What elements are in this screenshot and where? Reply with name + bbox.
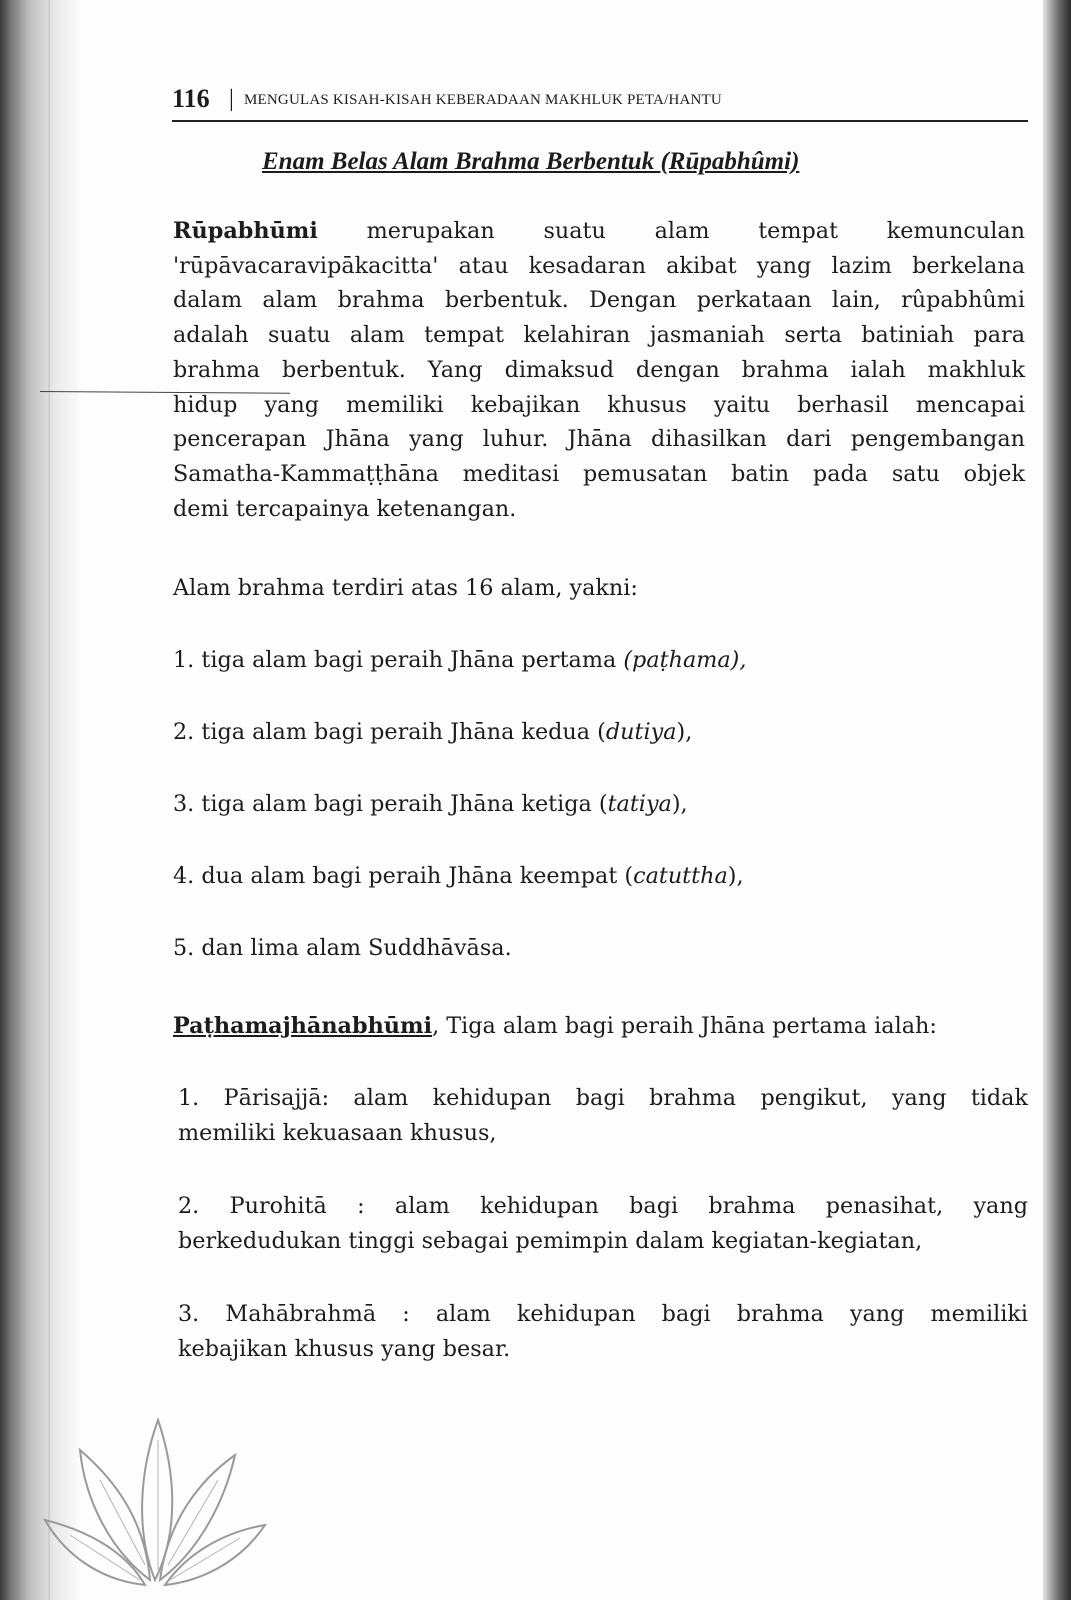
intro-line-1: [173, 214, 1025, 249]
list-item: [173, 789, 688, 819]
intro-line-1-rest: merupakan suatu alam tempat kemunculan: [366, 218, 1025, 244]
list-item-term: dutiya: [605, 719, 677, 745]
first-jhana-item-2: [178, 1189, 1028, 1258]
realms-intro: Alam brahma terdiri atas 16 alam, yakni:: [173, 575, 638, 601]
first-jhana-item-line: berkedudukan tinggi sebagai pemimpin dalam kegiatan-kegiatan,: [178, 1227, 923, 1254]
intro-paragraph: [173, 214, 1025, 526]
intro-line: brahma berbentuk. Yang dimaksud dengan brahma ialah makhluk: [173, 356, 1025, 383]
intro-line: hidup yang memiliki kebajikan khusus yaitu berhasil mencapai: [173, 391, 1025, 418]
running-title: MENGULAS KISAH-KISAH KEBERADAAN MAKHLUK PETA/HANTU: [244, 92, 722, 108]
intro-line: demi tercapainya ketenangan.: [173, 495, 517, 522]
list-item: [173, 717, 692, 747]
intro-line: dalam alam brahma berbentuk. Dengan perkataan lain, rûpabhûmi: [173, 287, 1025, 314]
lotus-ornament-icon: [40, 1380, 270, 1600]
intro-line: adalah suatu alam tempat kelahiran jasmaniah serta batiniah para: [173, 322, 1025, 349]
first-jhana-item-line: 1. Pārisajjā: alam kehidupan bagi brahma pengikut, yang tidak: [178, 1085, 1028, 1111]
first-jhana-item-line: 3. Mahābrahmā : alam kehidupan bagi brahma yang memiliki: [178, 1301, 1028, 1327]
first-jhana-item-line: 2. Purohitā : alam kehidupan bagi brahma penasihat, yang: [178, 1193, 1028, 1219]
page-number: 116: [172, 84, 210, 113]
first-jhana-item-line: kebajikan khusus yang besar.: [178, 1335, 511, 1362]
list-item-text: 5. dan lima alam Suddhāvāsa.: [173, 935, 512, 961]
intro-line: Samatha-Kammaṭṭhāna meditasi pemusatan batin pada satu objek: [173, 460, 1025, 487]
first-jhana-term: Paṭhamajhānabhūmi: [173, 1013, 433, 1039]
list-item: [173, 861, 744, 891]
list-item-term: catuttha: [633, 863, 728, 889]
list-item-term: tatiya: [607, 791, 672, 817]
intro-term: Rūpabhūmi: [173, 218, 318, 244]
list-item: [173, 933, 512, 963]
first-jhana-item-3: [178, 1297, 1028, 1366]
first-jhana-item-1: [178, 1081, 1028, 1150]
list-item-after: ),: [727, 863, 744, 889]
list-item: [173, 645, 746, 675]
page-edge-shadow-left: [0, 0, 78, 1600]
intro-line: 'rūpāvacaravipākacitta' atau kesadaran akibat yang lazim berkelana: [173, 252, 1025, 279]
list-item-term: (paṭhama),: [623, 647, 747, 673]
list-item-text: 1. tiga alam bagi peraih Jhāna pertama: [173, 647, 624, 673]
first-jhana-item-line: memiliki kekuasaan khusus,: [178, 1119, 497, 1146]
section-title: Enam Belas Alam Brahma Berbentuk (Rūpabhûmi): [262, 148, 800, 175]
page-edge-shadow-right: [1043, 0, 1071, 1600]
running-header: [172, 80, 1028, 122]
list-item-text: 3. tiga alam bagi peraih Jhāna ketiga (: [173, 791, 608, 817]
header-separator: |: [229, 86, 234, 112]
first-jhana-rest: , Tiga alam bagi peraih Jhāna pertama ialah:: [432, 1013, 937, 1039]
list-item-text: 2. tiga alam bagi peraih Jhāna kedua (: [173, 719, 606, 745]
list-item-after: ),: [676, 719, 693, 745]
list-item-text: 4. dua alam bagi peraih Jhāna keempat (: [173, 863, 634, 889]
list-item-after: ),: [671, 791, 688, 817]
first-jhana-heading: [173, 1011, 937, 1041]
intro-line: pencerapan Jhāna yang luhur. Jhāna dihasilkan dari pengembangan: [173, 426, 1025, 453]
